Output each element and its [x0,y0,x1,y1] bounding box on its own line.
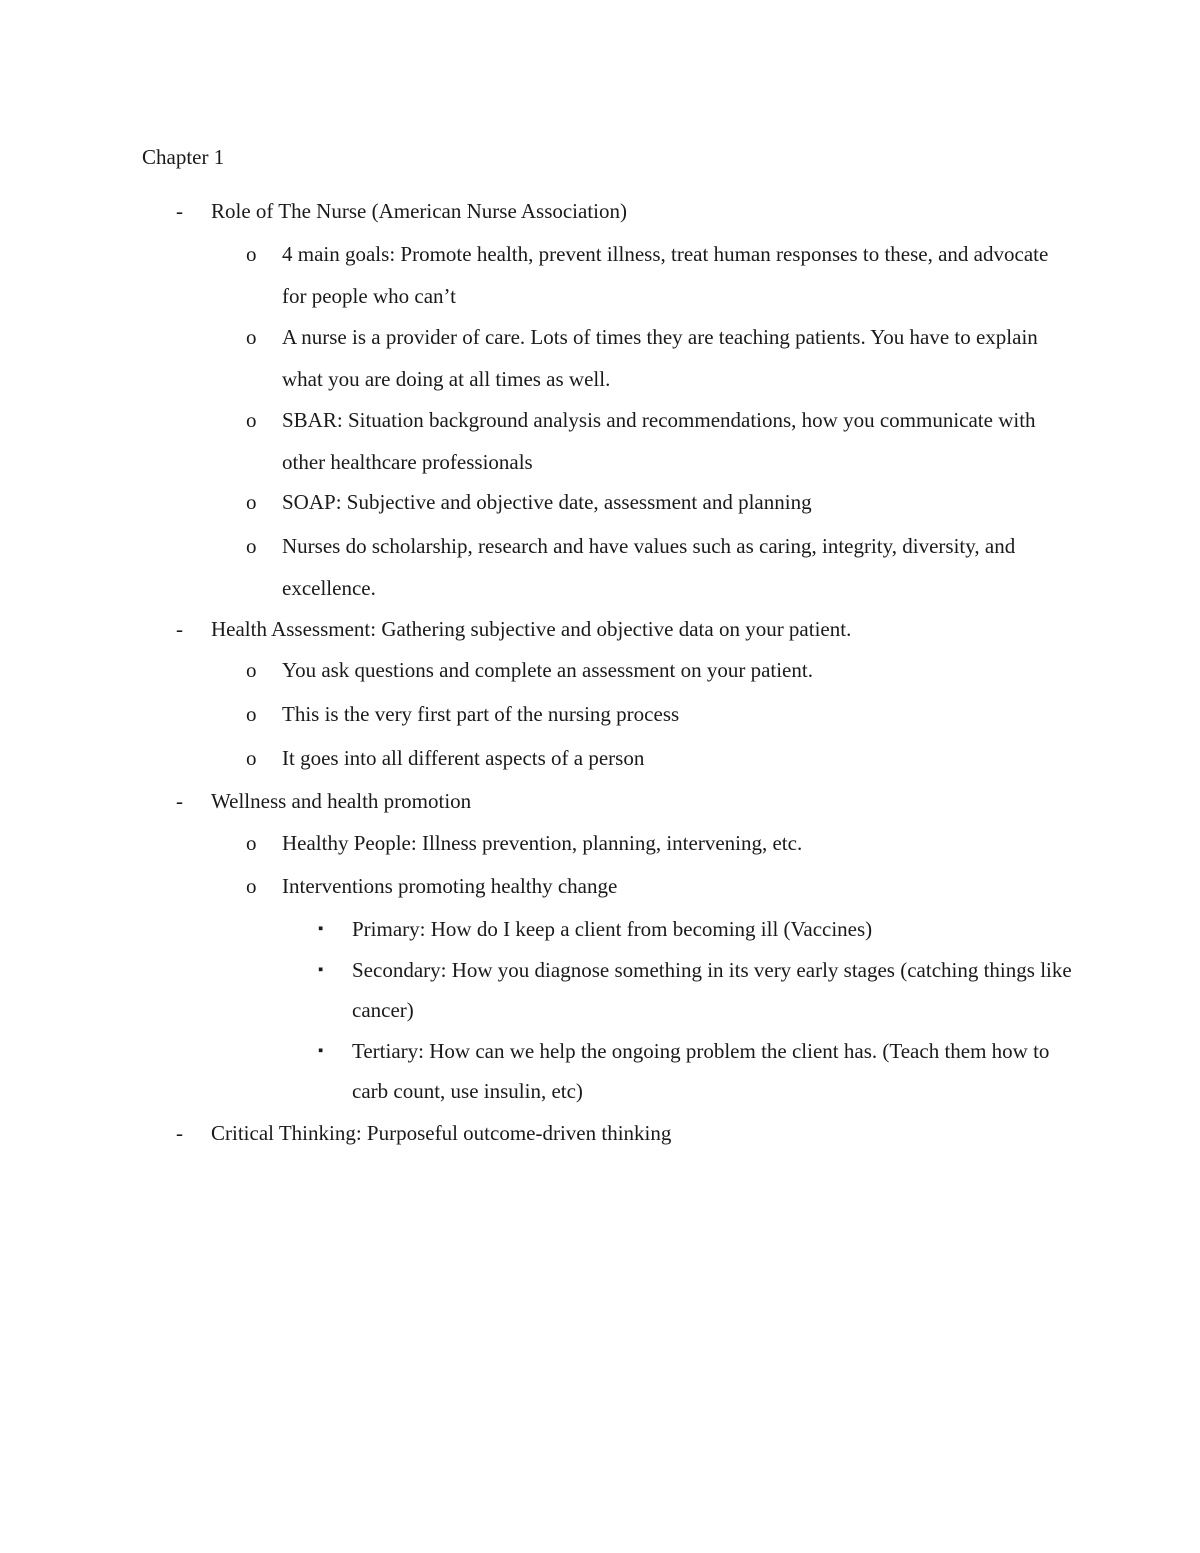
list-item [246,822,1072,864]
list-item [246,649,1072,691]
circle-bullet-icon: o [246,534,257,558]
dash-bullet-icon: - [176,617,183,641]
circle-bullet-icon: o [246,831,257,855]
list-item [246,399,1072,483]
list-item [246,233,1072,317]
dash-bullet-icon: - [176,789,183,813]
list-item-text: A nurse is a provider of care. Lots of times they are teaching patients. You have to explain what you are doing at all times as well. [282,325,1038,391]
square-bullet-icon: ▪ [318,1043,324,1059]
square-bullet-icon: ▪ [318,962,324,978]
sub-list-item [318,950,1072,1030]
list-item [246,865,1072,907]
section-item-role-of-nurse [176,190,1091,232]
section-item-health-assessment [176,608,1091,650]
list-item [246,525,1072,609]
list-item [246,693,1072,735]
square-bullet-icon: ▪ [318,921,324,937]
circle-bullet-icon: o [246,325,257,349]
list-item [246,481,1072,523]
circle-bullet-icon: o [246,408,257,432]
dash-bullet-icon: - [176,1121,183,1145]
sub-list-item-text: Secondary: How you diagnose something in its very early stages (catching things like cancer) [352,958,1072,1022]
circle-bullet-icon: o [246,490,257,514]
sub-list-item [318,1031,1072,1111]
list-item-text: Healthy People: Illness prevention, planning, intervening, etc. [282,831,803,855]
list-item-text: SBAR: Situation background analysis and recommendations, how you communicate with other healthcare professionals [282,408,1036,474]
circle-bullet-icon: o [246,242,257,266]
circle-bullet-icon: o [246,874,257,898]
circle-bullet-icon: o [246,702,257,726]
section-text: Health Assessment: Gathering subjective and objective data on your patient. [211,617,852,641]
list-item-text: You ask questions and complete an assessment on your patient. [282,658,813,682]
dash-bullet-icon: - [176,199,183,223]
list-item-text: Interventions promoting healthy change [282,874,618,898]
list-item [246,737,1072,779]
list-item-text: This is the very first part of the nursing process [282,702,680,726]
section-text: Wellness and health promotion [211,789,472,813]
section-item-critical-thinking [176,1112,1091,1154]
section-text: Role of The Nurse (American Nurse Association) [211,199,628,223]
sub-list-item [318,909,1072,949]
list-item-text: It goes into all different aspects of a person [282,746,645,770]
section-text: Critical Thinking: Purposeful outcome-driven thinking [211,1121,672,1145]
list-item-text: 4 main goals: Promote health, prevent illness, treat human responses to these, and advocate for people who can’t [282,242,1049,308]
sub-list-item-text: Primary: How do I keep a client from becoming ill (Vaccines) [352,917,873,941]
list-item-text: SOAP: Subjective and objective date, assessment and planning [282,490,812,514]
circle-bullet-icon: o [246,746,257,770]
circle-bullet-icon: o [246,658,257,682]
list-item [246,316,1072,400]
list-item-text: Nurses do scholarship, research and have values such as caring, integrity, diversity, and excellence. [282,534,1016,600]
sub-list-item-text: Tertiary: How can we help the ongoing problem the client has. (Teach them how to carb count, use insulin, etc) [352,1039,1050,1103]
chapter-heading: Chapter 1 [142,145,225,169]
section-item-wellness [176,780,1091,822]
